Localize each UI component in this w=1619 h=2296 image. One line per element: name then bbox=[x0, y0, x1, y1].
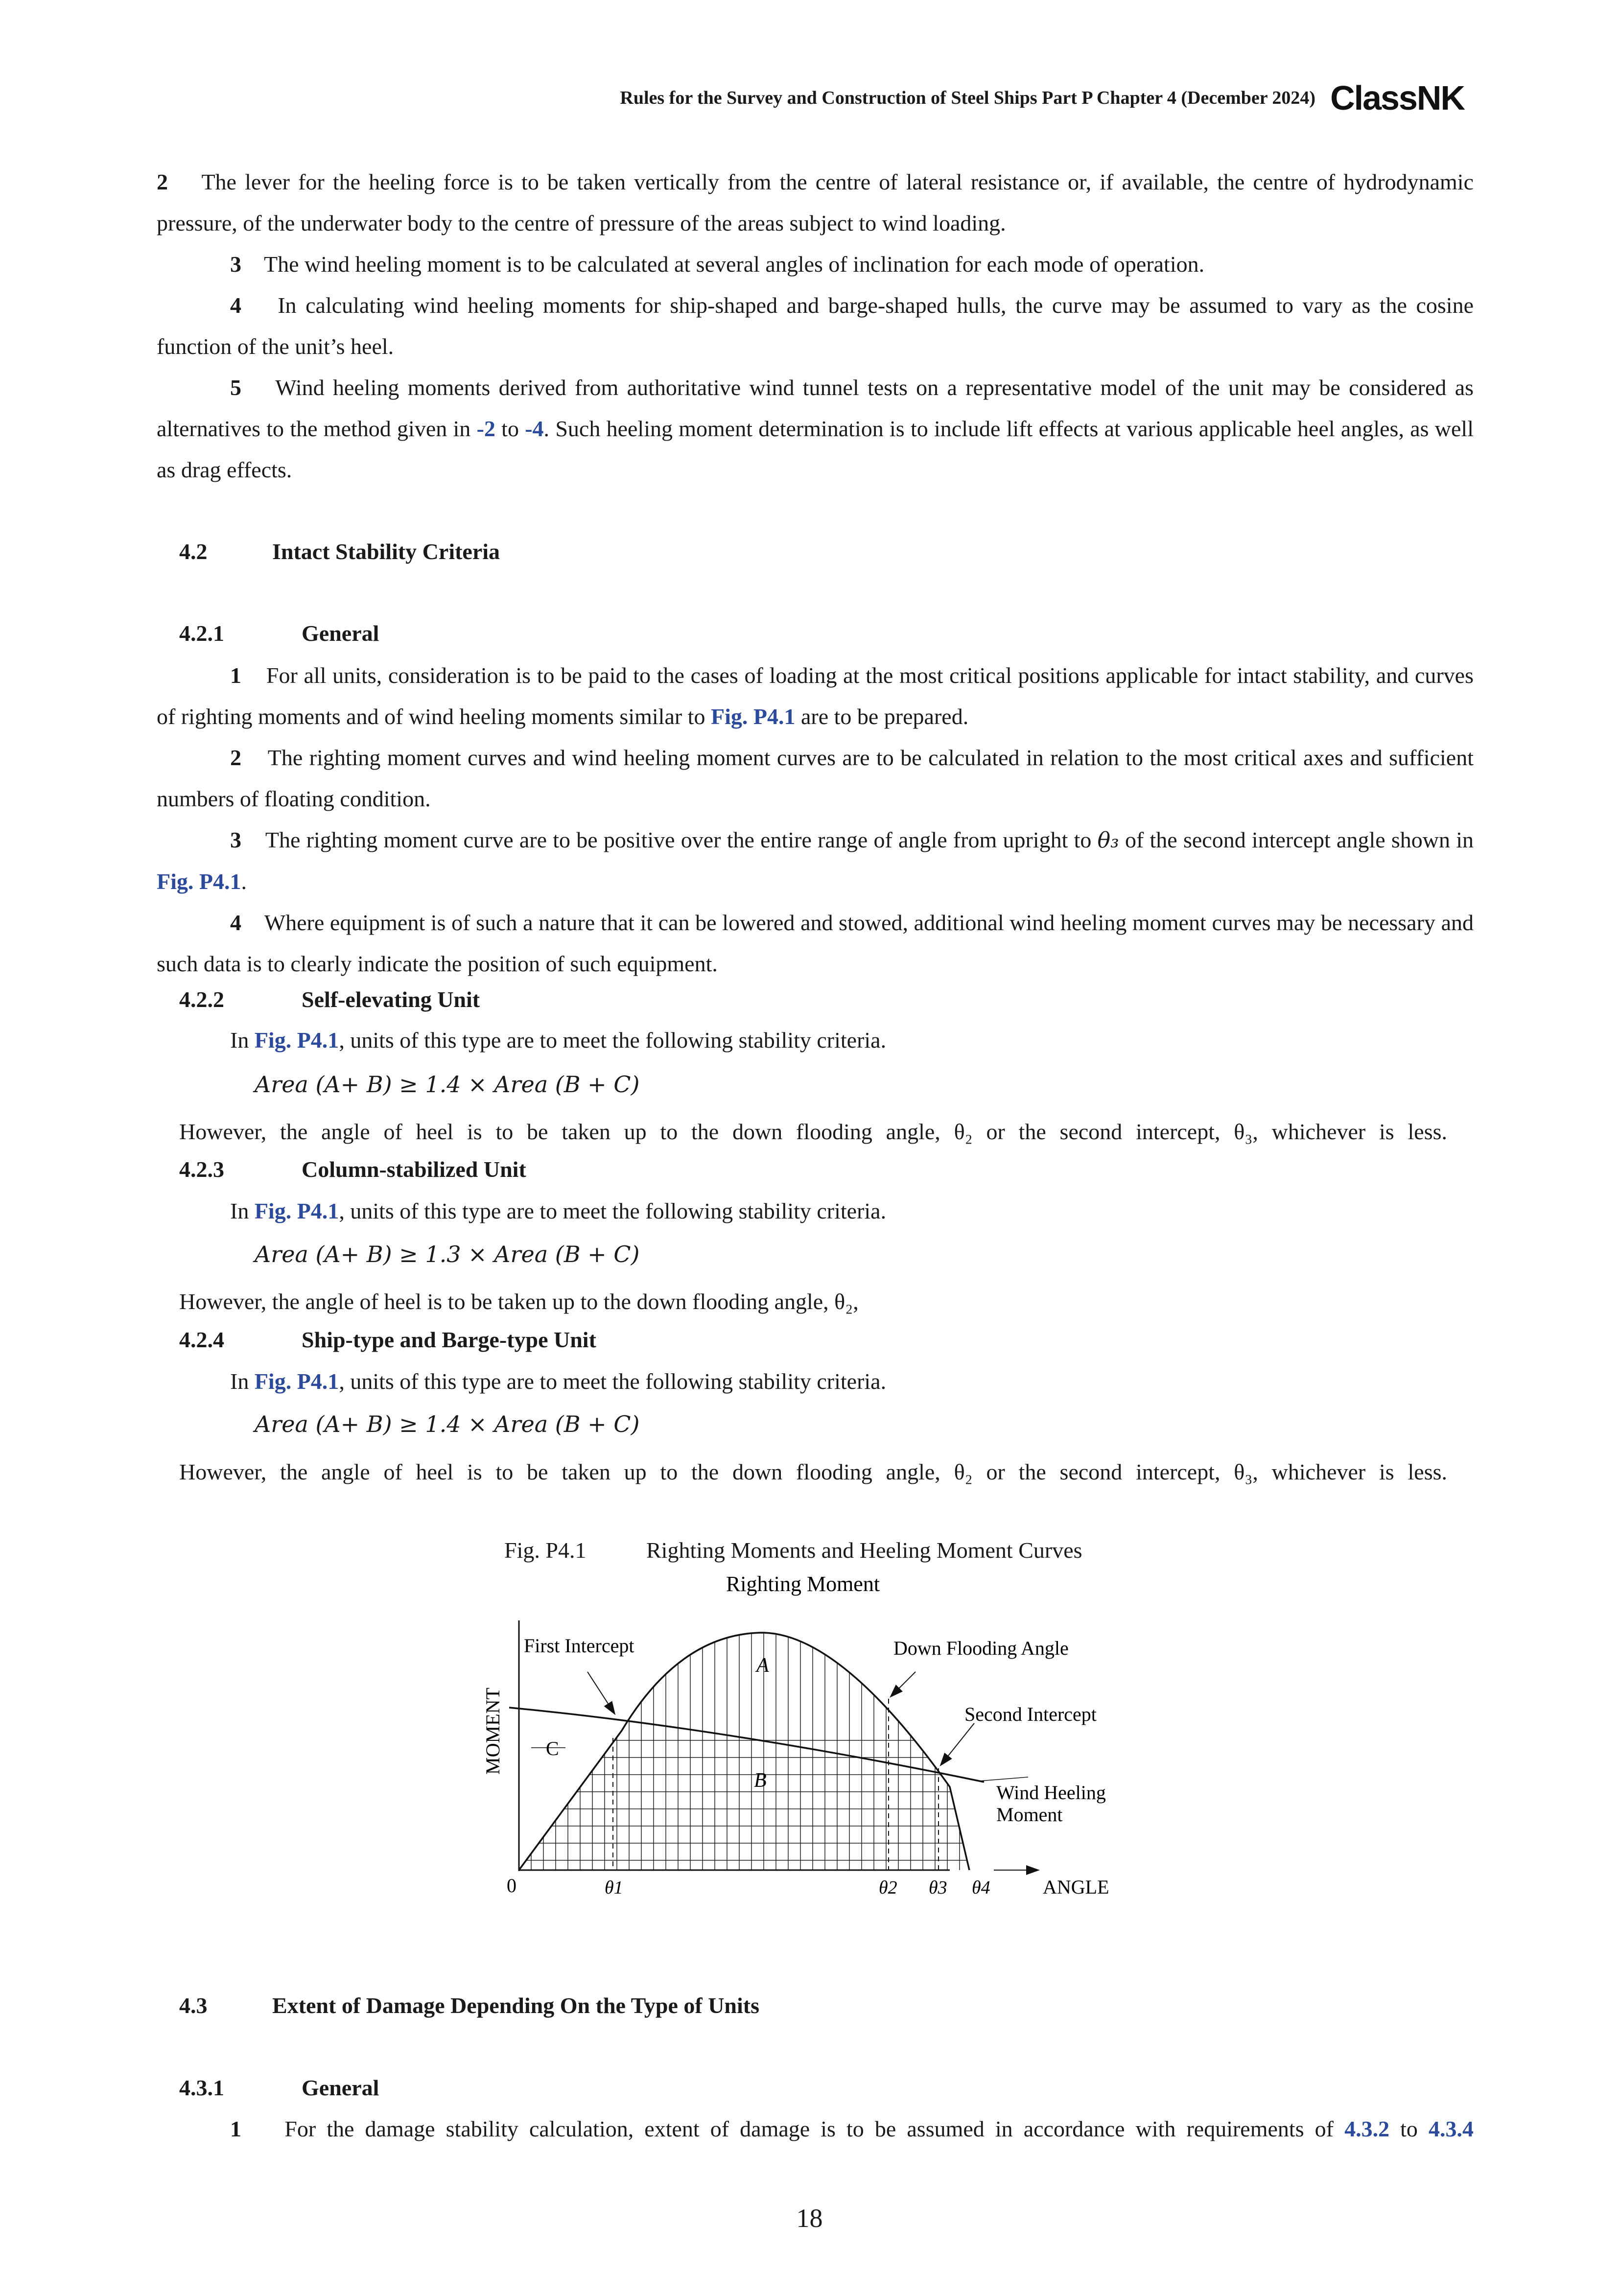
formula-422: Area (A+ B) ≥ 1.4 × Area (B + C) bbox=[255, 1071, 640, 1098]
fig-link[interactable]: Fig. P4.1 bbox=[157, 869, 241, 894]
criteria-intro-423: In Fig. P4.1, units of this type are to meet the following stability criteria. bbox=[230, 1198, 887, 1223]
theta2-label: θ2 bbox=[879, 1877, 897, 1898]
page-header bbox=[620, 78, 1464, 117]
area-b-label: B bbox=[754, 1769, 767, 1792]
paragraph-431-1: 1 For the damage stability calculation, extent of damage is to be assumed in accordance with requirements of 4.3.2 to 4.3.4 bbox=[230, 2116, 1474, 2141]
righting-moment-curve bbox=[519, 1633, 969, 1870]
figure-caption: Fig. P4.1 Righting Moments and Heeling Moment Curves bbox=[504, 1538, 1082, 1563]
note-422: However, the angle of heel is to be taken up to the down flooding angle, θ₂ or the second intercept, θ₃, whichever is less. bbox=[179, 1119, 1447, 1144]
down-flooding-label: Down Flooding Angle bbox=[893, 1637, 1069, 1659]
ref-link[interactable]: -2 bbox=[476, 416, 495, 441]
wind-heeling-label-line1: Wind Heeling bbox=[996, 1781, 1106, 1804]
paragraph-4: 4 In calculating wind heeling moments for ship-shaped and barge-shaped hulls, the curve may be assumed to vary as the cosine function of the unit’s heel. bbox=[157, 293, 1474, 359]
ref-link[interactable]: 4.3.4 bbox=[1429, 2116, 1474, 2141]
down-flooding-pointer bbox=[891, 1672, 915, 1696]
theta4-label: θ4 bbox=[972, 1877, 990, 1898]
first-intercept-pointer bbox=[587, 1672, 614, 1713]
righting-moment-figure bbox=[480, 1567, 1165, 1909]
section-heading-4-2: 4.2 Intact Stability Criteria bbox=[179, 539, 500, 564]
header-title: Rules for the Survey and Construction of Steel Ships Part P Chapter 4 (December 2024) bbox=[620, 88, 1316, 108]
section-41-continuation bbox=[157, 162, 1474, 491]
formula-424: Area (A+ B) ≥ 1.4 × Area (B + C) bbox=[255, 1411, 640, 1437]
area-c-label: C bbox=[546, 1737, 559, 1759]
paragraph-421-1: 1 For all units, consideration is to be paid to the cases of loading at the most critical positions applicable for intact stability, and curves of righting moments and of wind heeling moments similar to Fig. P4.1 are to be prepared. bbox=[157, 663, 1474, 729]
paragraph-421-4: 4 Where equipment is of such a nature that it can be lowered and stowed, additional wind heeling moment curves may be necessary and such data is to clearly indicate the position of such equipment. bbox=[157, 910, 1474, 976]
classnk-logo: ClassNK bbox=[1330, 79, 1464, 117]
paragraph-421-2: 2 The righting moment curves and wind heeling moment curves are to be calculated in relation to the most critical axes and sufficient numbers of floating condition. bbox=[157, 745, 1474, 811]
section-heading-4-2-2: 4.2.2 Self-elevating Unit bbox=[179, 987, 480, 1012]
wind-heeling-leader bbox=[979, 1777, 1028, 1781]
angle-axis-label: ANGLE bbox=[1043, 1876, 1109, 1898]
section-421-body bbox=[157, 655, 1474, 984]
paragraph-3: 3 The wind heeling moment is to be calculated at several angles of inclination for each mode of operation. bbox=[230, 252, 1205, 277]
section-heading-4-2-4: 4.2.4 Ship-type and Barge-type Unit bbox=[179, 1327, 596, 1352]
paragraph-5: 5 Wind heeling moments derived from authoritative wind tunnel tests on a representative model of the unit may be considered as alternatives to the method given in -2 to -4. Such heeling moment determination is to include lift effects at various applicable heel angles, as well as drag effects. bbox=[157, 375, 1474, 482]
wind-heeling-curve bbox=[509, 1708, 984, 1782]
second-intercept-pointer bbox=[941, 1723, 974, 1765]
theta3-label: θ3 bbox=[929, 1877, 947, 1898]
first-intercept-label: First Intercept bbox=[524, 1635, 634, 1657]
note-424: However, the angle of heel is to be taken up to the down flooding angle, θ₂ or the second intercept, θ₃, whichever is less. bbox=[179, 1459, 1447, 1484]
paragraph-421-3: 3 The righting moment curve are to be positive over the entire range of angle from upright to θ₃ of the second intercept angle shown in Fig. P4.1. bbox=[157, 827, 1474, 894]
second-intercept-label: Second Intercept bbox=[964, 1703, 1097, 1725]
page-number: 18 bbox=[796, 2203, 823, 2233]
area-a-label: A bbox=[756, 1654, 769, 1677]
note-423: However, the angle of heel is to be taken up to the down flooding angle, θ₂, bbox=[179, 1289, 859, 1314]
section-heading-4-2-1: 4.2.1 General bbox=[179, 621, 379, 646]
criteria-intro-424: In Fig. P4.1, units of this type are to meet the following stability criteria. bbox=[230, 1369, 887, 1394]
moment-axis-label: MOMENT bbox=[482, 1687, 504, 1775]
fig-link[interactable]: Fig. P4.1 bbox=[254, 1198, 339, 1223]
theta1-label: θ1 bbox=[605, 1877, 623, 1898]
wind-heeling-label-line2: Moment bbox=[996, 1804, 1063, 1826]
section-heading-4-3: 4.3 Extent of Damage Depending On the Type of Units bbox=[179, 1993, 759, 2018]
fig-link[interactable]: Fig. P4.1 bbox=[254, 1369, 339, 1394]
origin-label: 0 bbox=[507, 1874, 516, 1897]
criteria-intro-422: In Fig. P4.1, units of this type are to meet the following stability criteria. bbox=[230, 1028, 887, 1053]
righting-moment-label: Righting Moment bbox=[726, 1572, 880, 1596]
ref-link[interactable]: -4 bbox=[525, 416, 544, 441]
fig-link[interactable]: Fig. P4.1 bbox=[254, 1028, 339, 1053]
section-heading-4-2-3: 4.2.3 Column-stabilized Unit bbox=[179, 1157, 526, 1182]
formula-423: Area (A+ B) ≥ 1.3 × Area (B + C) bbox=[255, 1241, 640, 1267]
fig-link[interactable]: Fig. P4.1 bbox=[710, 704, 796, 729]
section-heading-4-3-1: 4.3.1 General bbox=[179, 2075, 379, 2100]
paragraph-2: 2 The lever for the heeling force is to be taken vertically from the centre of lateral resistance or, if available, the centre of hydrodynamic pressure, of the underwater body to the centre of pressure of the areas subject to wind loading. bbox=[157, 169, 1474, 235]
ref-link[interactable]: 4.3.2 bbox=[1344, 2116, 1390, 2141]
